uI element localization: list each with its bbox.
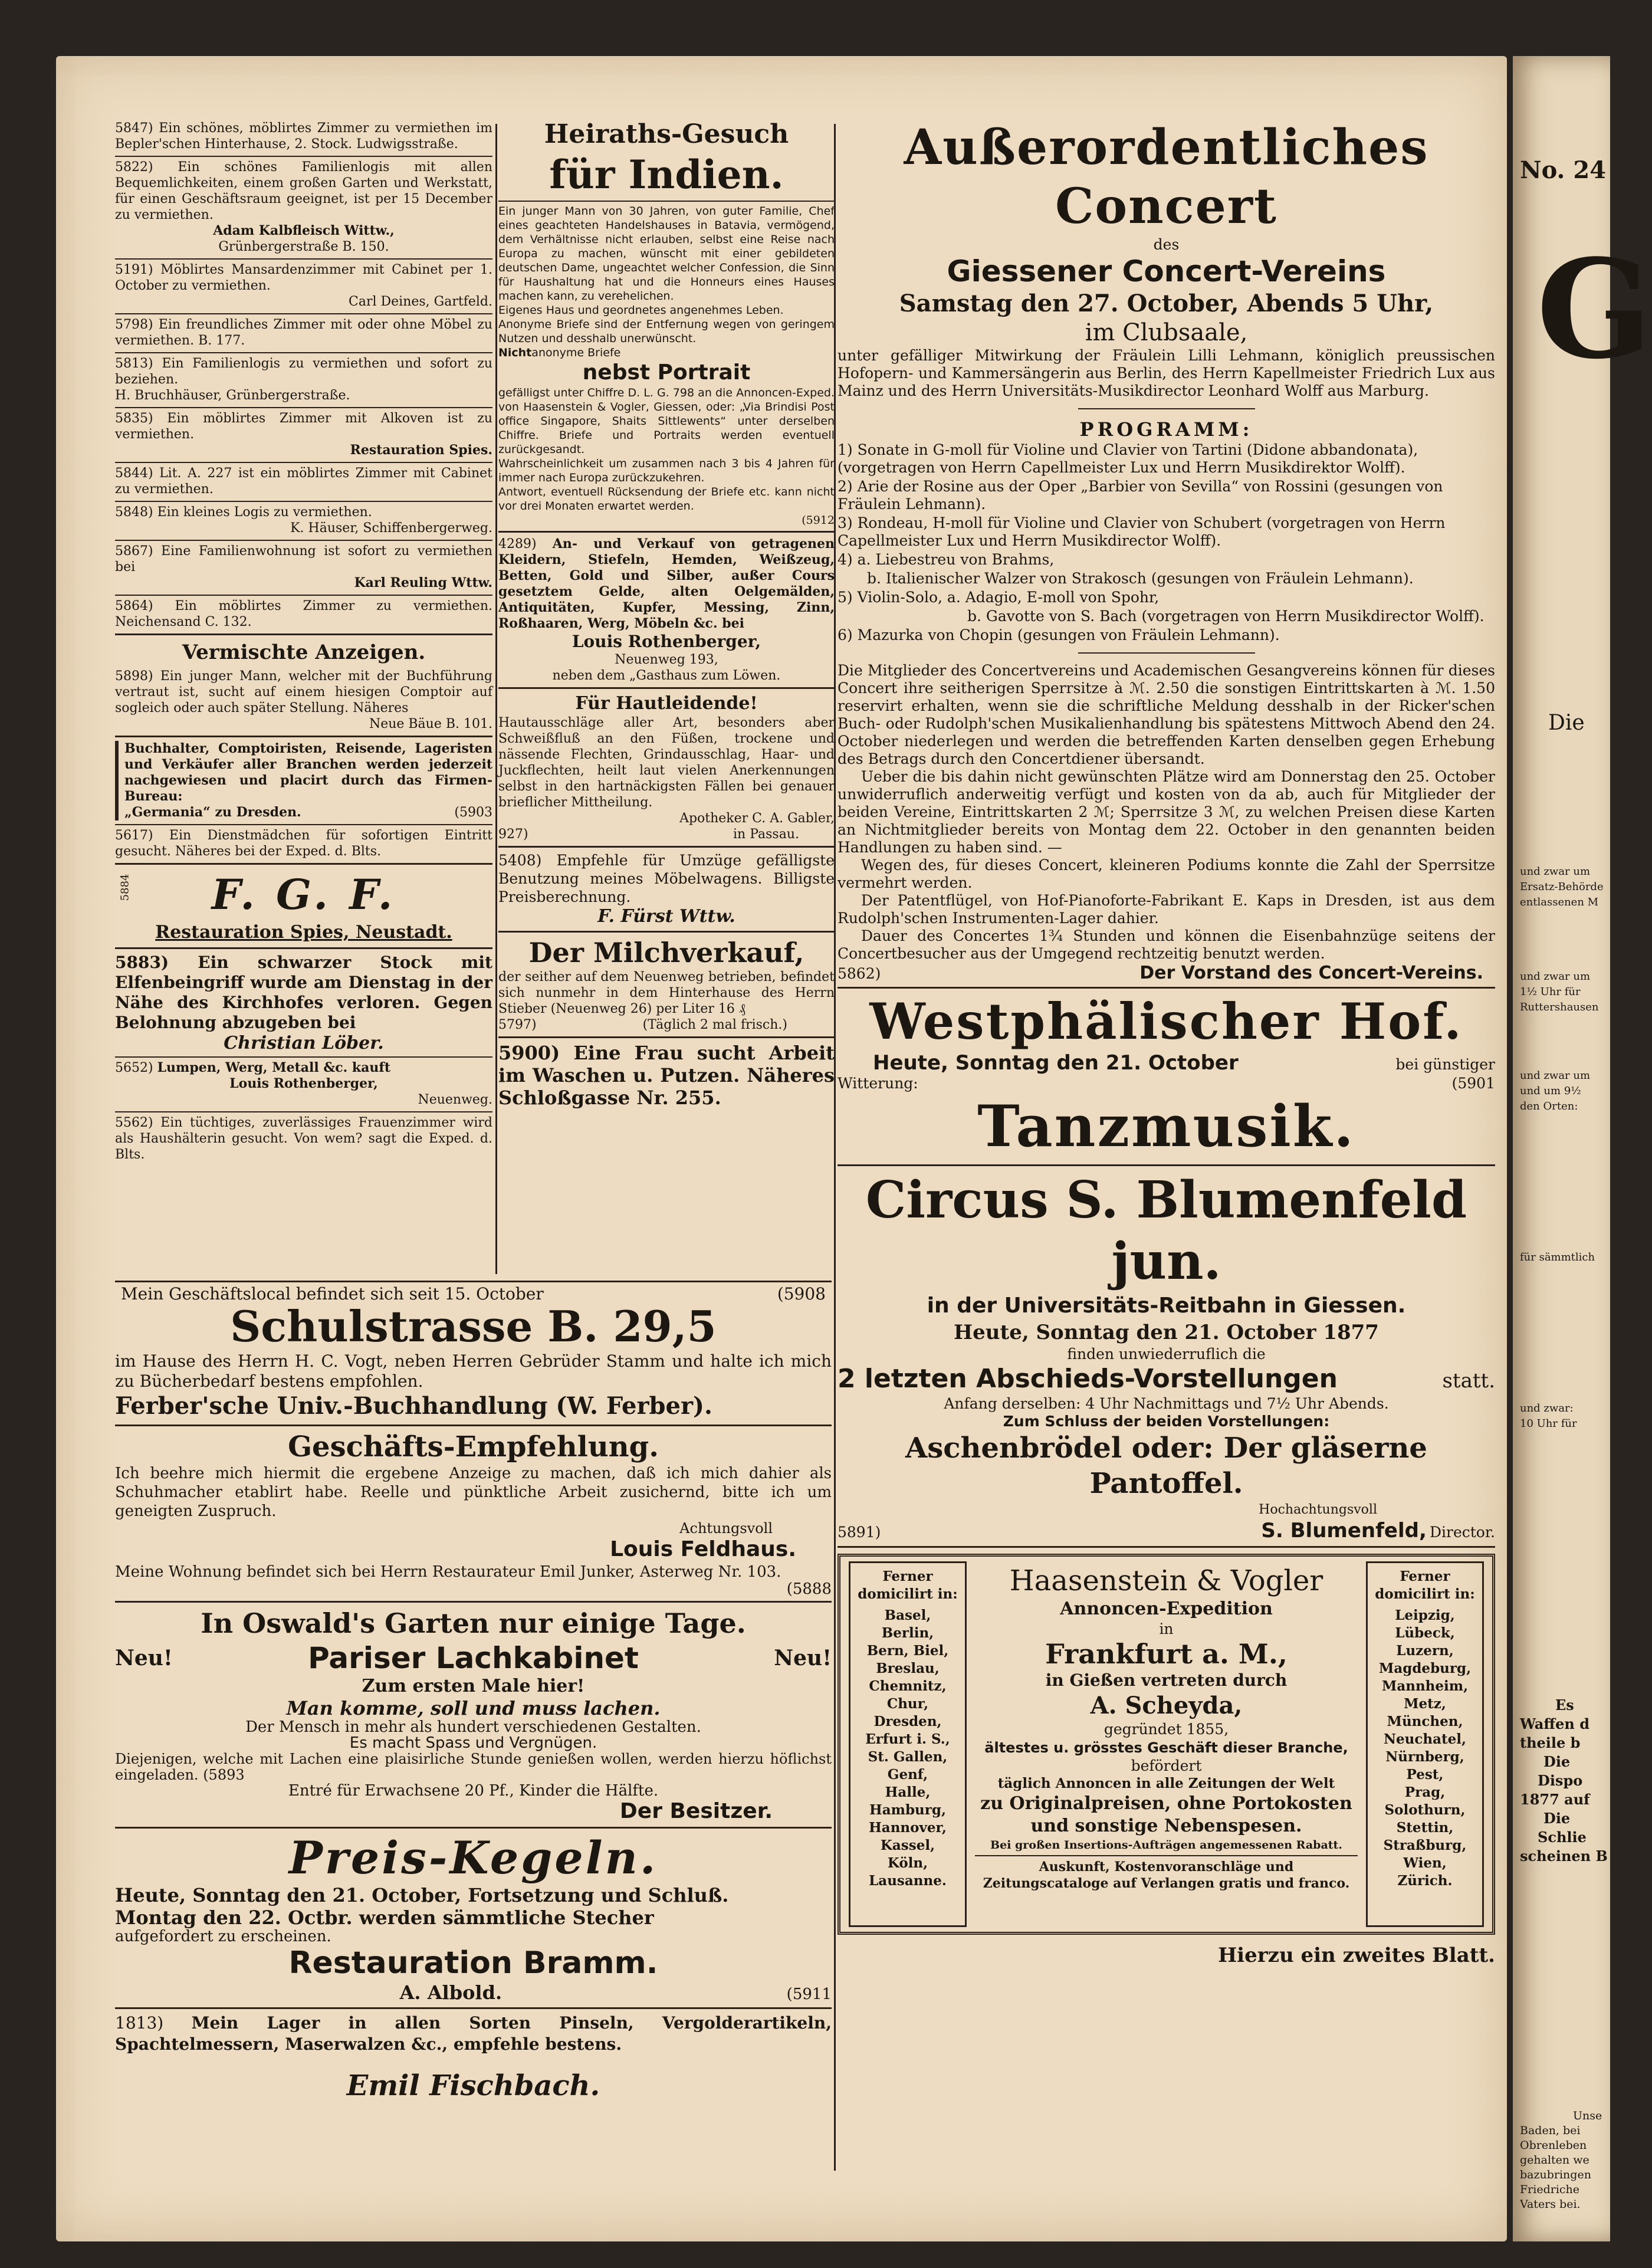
haasenstein-vogler-main: Haasenstein & Vogler Annoncen-Expedition in Frankfurt a. M., in Gießen vertreten durch A. Scheyda, gegründet 1855, ältestes u. grösstes Geschäft dieser Branche, befördert täglich Annoncen in alle Zeitungen der Welt zu Originalpreisen, ohne Portokosten und sonstige Nebenspesen. Bei großen Insertions-Aufträgen angemessenen Rabatt. Auskunft, Kostenvoranschläge und Zeitungscataloge auf Verlangen gratis und franco.: [970, 1561, 1362, 1927]
marriage-heading: Heiraths-Gesuch: [544, 119, 789, 149]
classified-ad: 5813) Ein Familienlogis zu vermiethen und sofort zu beziehen. H. Bruchhäuser, Grünbergerstraße.: [115, 356, 492, 403]
program-item: 1) Sonate in G-moll für Violine und Clavier von Tartini (Didone abbandonata), (vorgetragen von Herrn Capellmeister Lux und Herrn Musikdirektor Wolff).: [838, 441, 1418, 476]
skin-text: Hautausschläge aller Art, besonders aber Schweißfluß an den Füßen, trockene und nässende Flechten, Grindausschlag, Haar- und Juckflechten, heilt laut vielen Anerkennungen selbst in den hartnäckigsten Fällen bei genauer brieflicher Mittheilung.: [498, 715, 835, 810]
laugh-line: Man komme, soll und muss lachen.: [286, 1697, 661, 1719]
circus-regards: Hochachtungsvoll: [1259, 1502, 1377, 1517]
wash-ad: 5900) Eine Frau sucht Arbeit im Waschen u. Putzen. Näheres Schloßgasse Nr. 255.: [498, 1042, 835, 1109]
classified-ad: 5562) Ein tüchtiges, zuverlässiges Frauenzimmer wird als Haushälterin gesucht. Von wem? sagt die Exped. d. Blts.: [115, 1115, 492, 1162]
classified-ad: 5408) Empfehle für Umzüge gefälligste Benutzung meines Möbelwagens. Billigste Preisberechnung. F. Fürst Wttw.: [498, 852, 835, 927]
bookshop-name: Ferber'sche Univ.-Buchhandlung (W. Ferber).: [115, 1392, 712, 1420]
program-item: b. Italienischer Walzer von Strakosch (gesungen von Fräulein Lehmann).: [867, 570, 1414, 587]
kegeln-text: Montag den 22. Octbr. werden sämmtliche Stecher: [115, 1906, 654, 1929]
concert-heading: Außerordentliches Concert: [904, 119, 1429, 235]
hof-heading: Westphälischer Hof.: [869, 992, 1463, 1051]
business-sign: Louis Feldhaus.: [610, 1537, 796, 1561]
next-page-text: Es Waffen d theile b Die Dispo 1877 auf Die Schlie scheinen B: [1520, 1696, 1608, 1865]
classified-ad: 5898) Ein junger Mann, welcher mit der Buchführung vertraut ist, sucht auf einem hiesigen Comptoir auf sogleich oder auch später Stellung. Näheres Neue Bäue B. 101.: [115, 669, 492, 731]
skin-heading: Für Hautleidende!: [575, 693, 758, 714]
classified-ad: 5848) Ein kleines Logis zu vermiethen. K. Häuser, Schiffenbergerweg.: [115, 505, 492, 536]
concert-info: Die Mitglieder des Concertvereins und Academischen Gesangvereins können für dieses Concert ihre seitherigen Sperrsitze à ℳ. 2.50 die sonstigen Eintrittskarten à ℳ. 1.50 reservirt erhalten, wenn sie die schriftliche Meldung desshalb in der Ricker'schen Buch- oder Rudolph'schen Musikalienhandlung bis spätestens Mittwoch Abend den 24. October niederlegen und werden die betreffenden Karten denselben gegen Erhebung des Betrags durch den Concertdiener übersandt.: [838, 662, 1495, 767]
classified-ad: 5822) Ein schönes Familienlogis mit allen Bequemlichkeiten, einem großen Garten und Werkstatt, für einen Geschäftsraum geeignet, ist per 15 December zu vermiethen. Adam Kalbfleisch Wittw., Grünbergerstraße B. 150.: [115, 160, 492, 254]
kegeln-heading: Preis-Kegeln.: [288, 1832, 658, 1884]
lost-item-sign: Christian Löber.: [224, 1033, 384, 1053]
brush-sign: Emil Fischbach.: [346, 2069, 600, 2102]
domicile-list-right: Ferner domicilirt in: Leipzig, Lübeck, Luzern, Magdeburg, Mannheim, Metz, München, Neuchatel, Nürnberg, Pest, Prag, Solothurn, Stettin, Straßburg, Wien, Zürich.: [1366, 1561, 1484, 1927]
classified-ad: 5844) Lit. A. 227 ist ein möblirtes Zimmer mit Cabinet zu vermiethen.: [115, 466, 492, 497]
marriage-text: gefälligst unter Chiffre D. L. G. 798 an die Annoncen-Exped. von Haasenstein & Vogler, Giessen, oder: „Via Brindisi Post office Singapore, Shaits Sittlewents“ unter derselben Chiffre. Briefe und Portraits werden eventuell zurückgesandt.: [498, 386, 835, 456]
kegeln-text: aufgefordert zu erscheinen.: [115, 1928, 331, 1945]
bookshop-text: im Hause des Herrn H. C. Vogt, neben Herren Gebrüder Stamm und halte ich mich zu Bücherbedarf bestens empfohlen.: [115, 1351, 832, 1391]
concert-info: Dauer des Concertes 1¾ Stunden und können die Eisenbahnzüge seitens der Concertbesucher aus der Umgegend rechtzeitig benutzt werden.: [838, 927, 1495, 962]
milk-text: der seither auf dem Neuenweg betrieben, befindet sich nunmehr in dem Hinterhause des Herrn Stieber (Neuenweg 26) per Liter 16 ₰: [498, 970, 835, 1016]
program-item: 5) Violin-Solo, a. Adagio, E-moll von Spohr,: [838, 589, 1160, 606]
marriage-heading-2: für Indien.: [549, 152, 784, 198]
next-page-number: No. 24: [1520, 156, 1607, 184]
programm-heading: PROGRAMM:: [1079, 418, 1253, 441]
concert-info: Ueber die bis dahin nicht gewünschten Plätze wird am Donnerstag den 25. October unwiderruflich anderweitig verfügt und kosten von da ab, auch für Mitglieder der beiden Vereine, Eintrittskarten 2 ℳ; Sperrsitze 3 ℳ, zu welchen Preisen diese Karten an Nichtmitglieder bereits von Montag dem 22. October in den genannten beiden Handlungen zu haben sind. —: [838, 768, 1495, 856]
concert-society: Giessener Concert-Vereins: [947, 254, 1386, 288]
classified-ad: 4289) An- und Verkauf von getragenen Kleidern, Stiefeln, Hemden, Weißzeug, Betten, Gold und Silber, außer Cours gesetztem Gelde, alten Oelgemälden, Antiquitäten, Kupfer, Messing, Zinn, Roßhaaren, Werg, Möbeln &c. bei Louis Rothenberger, Neuenweg 193, neben dem „Gasthaus zum Löwen.: [498, 536, 835, 683]
concert-intro: unter gefälliger Mitwirkung der Fräulein Lilli Lehmann, königlich preussischen Hofopern- und Kammersängerin aus Berlin, des Herrn Kapellmeister Friedrich Lux aus Mainz und des Herrn Universitäts-Musikdirector Leonhard Wolff aus Marburg.: [838, 347, 1495, 399]
program-item: 6) Mazurka von Chopin (gesungen von Fräulein Lehmann).: [838, 626, 1280, 644]
tanz-heading: Tanzmusik.: [977, 1093, 1355, 1160]
marriage-text: Eigenes Haus und geordnetes angenehmes Leben.: [498, 304, 784, 317]
section-heading: Vermischte Anzeigen.: [182, 641, 426, 664]
circus-line: finden unwiederruflich die: [1067, 1345, 1266, 1363]
concert-info: Wegen des, für dieses Concert, kleineren Podiums konnte die Zahl der Sperrsitze vermehrt werden.: [838, 856, 1495, 891]
first-time-line: Zum ersten Male hier!: [362, 1676, 585, 1696]
fgf-subtitle: Restauration Spies, Neustadt.: [155, 922, 452, 943]
marriage-text: Wahrscheinlichkeit um zusammen nach 3 bis 4 Jahren für immer nach Europa zurückzukehren.: [498, 457, 835, 484]
classified-ad: Buchhalter, Comptoiristen, Reisende, Lageristen und Verkäufer aller Branchen werden jederzeit nachgewiesen und placirt durch das Firmen-Bureau: „Germania“ zu Dresden. (5903: [115, 741, 492, 820]
oswald-sign: Der Besitzer.: [619, 1799, 773, 1823]
oswald-heading: In Oswald's Garten nur einige Tage.: [201, 1607, 746, 1639]
haasenstein-vogler-ad: [838, 1554, 1495, 1935]
concert-date: Samstag den 27. October, Abends 5 Uhr,: [899, 290, 1434, 317]
classified-ad: 5864) Ein möblirtes Zimmer zu vermiethen. Neichensand C. 132.: [115, 599, 492, 629]
skin-sign: Apotheker C. A. Gabler,: [679, 811, 835, 826]
kegeln-sign: Restauration Bramm.: [288, 1945, 658, 1981]
classified-ad: 5835) Ein möblirtes Zimmer mit Alkoven ist zu vermiethen. Restauration Spies.: [115, 411, 493, 458]
next-page-text: Unse Baden, bei Obrenleben gehalten we bazubringen Friedriche Vaters bei.: [1520, 2109, 1602, 2211]
program-list: [838, 441, 1495, 644]
circus-line: Anfang derselben: 4 Uhr Nachmittags und 7½ Uhr Abends.: [944, 1395, 1389, 1412]
classified-ad: 5652) Lumpen, Werg, Metall &c. kauft Louis Rothenberger, Neuenweg.: [115, 1060, 492, 1107]
adjacent-page-edge: [1513, 56, 1652, 2241]
column-rule: [495, 124, 497, 1274]
column-2: Heiraths-Gesuch für Indien. Ein junger Mann von 30 Jahren, von guter Familie, Chef eines geachteten Handelshauses in Batavia, vermögend, dem Verhältnisse nicht erlauben, selbst eine Reise nach Europa zu machen, wünscht mit einer gebildeten deutschen Dame, ungeachtet welcher Confession, die Sinn für Haushaltung hat und die Honneurs eines Hauses machen kann, zu verehelichen. Eigenes Haus und geordnetes angenehmes Leben. Anonyme Briefe sind der Entfernung wegen von geringem Nutzen und desshalb unerwünscht. Nichtanonyme Briefe nebst Portrait gefälligst unter Chiffre D. L. G. 798 an die Annoncen-Exped. von Haasenstein & Vogler, Giessen, oder: „Via Brindisi Post office Singapore, Shaits Sittlewents“ unter derselben Chiffre. Briefe und Portraits werden eventuell zurückgesandt. Wahrscheinlichkeit um zusammen nach 3 bis 4 Jahren für immer nach Europa zurückzukehren. Antwort, eventuell Rücksendung der Briefe etc. kann nicht vor drei Monaten erwartet werden. (5912 4289) An- und Verkauf von getragenen Kleidern, Stiefeln, Hemden, Weißzeug, Betten, Gold und Silber, außer Cours gesetztem Gelde, alten Oelgemälden, Antiquitäten, Kupfer, Messing, Zinn, Roßhaaren, Werg, Möbeln &c. bei Louis Rothenberger, Neuenweg 193, neben dem „Gasthaus zum Löwen. Für Hautleidende! Hautausschläge aller Art, besonders aber Schweißfluß an den Füßen, trockene und nässende Flechten, Grindausschlag, Haar- und Juckflechten, heilt laut vielen Anerkennungen selbst in den hartnäckigsten Fällen bei genauer brieflicher Mittheilung. Apotheker C. A. Gabler, 927) in Passau. 5408) Empfehle für Umzüge gefälligste Benutzung meines Möbelwagens. Billigste Preisberechnung. F. Fürst Wttw. Der Milchverkauf, der seither auf dem Neuenweg betrieben, befindet sich nunmehr in dem Hinterhause des Herrn Stieber (Neuenweg 26) per Liter 16 ₰ 5797) (Täglich 2 mal frisch.) 5900) Eine Frau sucht Arbeit im Waschen u. Putzen. Näheres Schloßgasse Nr. 255.: [498, 119, 835, 1109]
circus-heading: Circus S. Blumenfeld jun.: [865, 1170, 1467, 1291]
classified-ad: 5798) Ein freundliches Zimmer mit oder ohne Möbel zu vermiethen. B. 177.: [115, 317, 492, 348]
marriage-text: Antwort, eventuell Rücksendung der Briefe etc. kann nicht vor drei Monaten erwartet werden.: [498, 485, 835, 513]
program-item: 2) Arie der Rosine aus der Oper „Barbier von Sevilla“ von Rossini (gesungen von Fräulein Lehmann).: [838, 478, 1443, 513]
next-page-text: und zwar um Ersatz-Behörde entlassenen M und zwar um 1½ Uhr für Ruttershausen und zwar um und um 9½ den Orten: für sämmtlich und zwar: 10 Uhr für: [1520, 865, 1604, 1430]
next-page-initial: G: [1536, 230, 1652, 389]
program-item: 4) a. Liebestreu von Brahms,: [838, 551, 1055, 568]
concert-info: Der Patentflügel, von Hof-Pianoforte-Fabrikant E. Kaps in Dresden, ist aus dem Rudolph'schen Instrumenten-Lager dahier.: [838, 892, 1495, 927]
concert-place: im Clubsaale,: [1085, 319, 1248, 346]
circus-date: Heute, Sonntag den 21. October 1877: [954, 1321, 1379, 1344]
marriage-text: Ein junger Mann von 30 Jahren, von guter Familie, Chef eines geachteten Handelshauses in Batavia, vermögend, dem Verhältnisse nicht erlauben, selbst eine Reise nach Europa zu machen, wünscht mit einer gebildeten deutschen Dame, ungeachtet welcher Confession, die Sinn für Haushaltung hat und die Honneurs eines Hauses machen kann, zu verehelichen.: [498, 205, 835, 303]
classified-ad: 5191) Möblirtes Mansardenzimmer mit Cabinet per 1. October zu vermiethen. Carl Deines, Gartfeld.: [115, 262, 492, 309]
column-1: [115, 118, 492, 1166]
next-page-text: Die: [1548, 711, 1585, 735]
bottom-left-block: Mein Geschäftslocal befindet sich seit 15. October (5908 Schulstrasse B. 29,5 im Hause des Herrn H. C. Vogt, neben Herren Gebrüder Stamm und halte ich mich zu Bücherbedarf bestens empfohlen. Ferber'sche Univ.-Buchhandlung (W. Ferber). Geschäfts-Empfehlung. Ich beehre mich hiermit die ergebene Anzeige zu machen, daß ich mich dahier als Schuhmacher etablirt habe. Reelle und pünktliche Arbeit zusichernd, bitte ich um geneigten Zuspruch. Achtungsvoll Louis Feldhaus. Meine Wohnung befindet sich bei Herrn Restaurateur Emil Junker, Asterweg Nr. 103. (5888 In Oswald's Garten nur einige Tage. Neu! Pariser Lachkabinet Neu! Zum ersten Male hier! Man komme, soll und muss lachen. Der Mensch in mehr als hundert verschiedenen Gestalten. Es macht Spass und Vergnügen. Diejenigen, welche mit Lachen eine plaisirliche Stunde genießen wollen, werden hierzu höflichst eingeladen. (5893 Entré für Erwachsene 20 Pf., Kinder die Hälfte. Der Besitzer. Preis-Kegeln. Heute, Sonntag den 21. October, Fortsetzung und Schluß. Montag den 22. Octbr. werden sämmtliche Stecher aufgefordert zu erscheinen. Restauration Bramm. A. Albold. (5911 1813) Mein Lager in allen Sorten Pinseln, Vergolderartikeln, Spachtelmessern, Maserwalzen &c., empfehle bestens. Emil Fischbach.: [115, 1277, 832, 2105]
milk-heading: Der Milchverkauf,: [528, 937, 804, 969]
oswald-price: Entré für Erwachsene 20 Pf., Kinder die Hälfte.: [288, 1782, 659, 1800]
concert-des: des: [1153, 236, 1180, 253]
business-regards: Achtungsvoll: [679, 1520, 773, 1537]
circus-title: Aschenbrödel oder: Der gläserne Pantoffel.: [905, 1432, 1427, 1500]
business-heading: Geschäfts-Empfehlung.: [288, 1430, 659, 1463]
business-text: Ich beehre mich hiermit die ergebene Anzeige zu machen, daß ich mich dahier als Schuhmacher etablirt habe. Reelle und pünktliche Arbeit zusichernd, bitte ich um geneigten Zuspruch.: [115, 1465, 832, 1520]
marriage-text: Anonyme Briefe sind der Entfernung wegen von geringem Nutzen und desshalb unerwünscht.: [498, 318, 835, 345]
column-3: Außerordentliches Concert des Giessener Concert-Vereins Samstag den 27. October, Abends 5 Uhr, im Clubsaale, unter gefälliger Mitwirkung der Fräulein Lilli Lehmann, königlich preussischen Hofopern- und Kammersängerin aus Berlin, des Herrn Kapellmeister Friedrich Lux aus Mainz und des Herrn Universitäts-Musikdirector Leonhard Wolff aus Marburg. PROGRAMM: 1) Sonate in G-moll für Violine und Clavier von Tartini (Didone abbandonata), (vorgetragen von Herrn Capellmeister Lux und Herrn Musikdirektor Wolff). 2) Arie der Rosine aus der Oper „Barbier von Sevilla“ von Rossini (gesungen von Fräulein Lehmann). 3) Rondeau, H-moll für Violine und Clavier von Schubert (vorgetragen von Herrn Capellmeister Lux und Herrn Musikdirector Wolff). 4) a. Liebestreu von Brahms, b. Italienischer Walzer von Strakosch (gesungen von Fräulein Lehmann). 5) Violin-Solo, a. Adagio, E-moll von Spohr, b. Gavotte von S. Bach (vorgetragen von Herrn Musikdirector Wolff). 6) Mazurka von Chopin (gesungen von Fräulein Lehmann). Die Mitglieder des Concertvereins und Academischen Gesangvereins können für dieses Concert ihre seitherigen Sperrsitze à ℳ. 2.50 die sonstigen Eintrittskarten à ℳ. 1.50 reservirt erhalten, wenn sie die schriftliche Meldung desshalb in der Ricker'schen Buch- oder Rudolph'schen Musikalienhandlung bis spätestens Mittwoch Abend den 24. October niederlegen und werden die betreffenden Karten denselben gegen Erhebung des Betrags durch den Concertdiener übersandt. Ueber die bis dahin nicht gewünschten Plätze wird am Donnerstag den 25. October unwiderruflich anderweitig verfügt und kosten von da ab, auch für Mitglieder der beiden Vereine, Eintrittskarten 2 ℳ; Sperrsitze 3 ℳ, zu welchen Preisen diese Karten an Nichtmitglieder bereits von Montag dem 22. October in den genannten beiden Handlungen zu haben sind. — Wegen des, für dieses Concert, kleineren Podiums konnte die Zahl der Sperrsitze vermehrt werden. Der Patentflügel, von Hof-Pianoforte-Fabrikant E. Kaps in Dresden, ist aus dem Rudolph'schen Instrumenten-Lager dahier. Dauer des Concertes 1¾ Stunden und können die Eisenbahnzüge seitens der Concertbesucher aus der Umgegend rechtzeitig benutzt werden. 5862) Der Vorstand des Concert-Vereins. Westphälischer Hof. Heute, Sonntag den 21. October bei günstiger Witterung: (5901 Tanzmusik. Circus S. Blumenfeld jun. in der Universitäts-Reitbahn in Giessen. Heute, Sonntag den 21. October 1877 finden unwiederruflich die 2 letzten Abschieds-Vorstellungen statt. Anfang derselben: 4 Uhr Nachmittags und 7½ Uhr Abends. Zum Schluss der beiden Vorstellungen: Aschenbrödel oder: Der gläserne Pantoffel. Hochachtungsvoll 5891) S. Blumenfeld, Director. Ferner domicilirt in: Basel, Berlin, Bern, Biel, Breslau, Chemnitz, Chur, Dresden, Erfurt i. S., St. Gallen, Genf, Halle, Hamburg, Hannover, Kassel, Köln, Lausanne. Haasenstein & Vogler Annoncen-Expedition in Frankfurt a. M., in Gießen vertreten durch A. Scheyda, gegründet 1855, ältestes u. grösstes Geschäft dieser Branche, befördert täglich Annoncen in alle Zeitungen der Welt zu Originalpreisen, ohne Portokosten und sonstige Nebenspesen. Bei großen Insertions-Aufträgen angemessenen Rabatt. Auskunft, Kostenvoranschläge und Zeitungscataloge auf Verlangen gratis und franco. Ferner domicilirt in: Leipzig, Lübeck, Luzern, Magdeburg, Mannheim, Metz, München, Neuchatel, Nürnberg, Pest, Prag, Solothurn, Stettin, Straßburg, Wien, Zürich. Hierzu ein zweites Blatt.: [838, 118, 1495, 1970]
oswald-text: Der Mensch in mehr als hundert verschiedenen Gestalten.: [245, 1718, 701, 1736]
program-item: 3) Rondeau, H-moll für Violine und Clavier von Schubert (vorgetragen von Herrn Capellmeister Lux und Herrn Musikdirector Wolff).: [838, 514, 1446, 549]
kegeln-text: Heute, Sonntag den 21. October, Fortsetzung und Schluß.: [115, 1884, 729, 1906]
ad-ref: (5888: [786, 1580, 832, 1598]
classified-ad: 5867) Eine Familienwohnung ist sofort zu vermiethen bei Karl Reuling Wttw.: [115, 544, 492, 590]
oswald-text: Es macht Spass und Vergnügen.: [349, 1734, 597, 1752]
fgf-ad: 5884 F. G. F.: [119, 870, 396, 919]
lost-item-ad: 5883) Ein schwarzer Stock mit Elfenbeingriff wurde am Dienstag in der Nähe des Kirchhofes verloren. Gegen Belohnung abzugeben bei: [115, 953, 492, 1032]
business-address: Meine Wohnung befindet sich bei Herrn Restaurateur Emil Junker, Asterweg Nr. 103.: [115, 1563, 781, 1581]
circus-place: in der Universitäts-Reitbahn in Giessen.: [927, 1294, 1406, 1318]
domicile-list-left: Ferner domicilirt in: Basel, Berlin, Bern, Biel, Breslau, Chemnitz, Chur, Dresden, Erfurt i. S., St. Gallen, Genf, Halle, Hamburg, Hannover, Kassel, Köln, Lausanne.: [849, 1561, 967, 1927]
classified-ad: 5847) Ein schönes, möblirtes Zimmer zu vermiethen im Bepler'schen Hinterhause, 2. Stock. Ludwigsstraße.: [115, 121, 493, 152]
classified-ad: 5617) Ein Dienstmädchen für sofortigen Eintritt gesucht. Näheres bei der Exped. d. Blts.: [115, 828, 492, 859]
circus-line: Zum Schluss der beiden Vorstellungen:: [1003, 1413, 1330, 1430]
program-item: b. Gavotte von S. Bach (vorgetragen von Herrn Musikdirector Wolff).: [967, 608, 1484, 625]
street-heading: Schulstrasse B. 29,5: [230, 1301, 717, 1351]
second-sheet-note: Hierzu ein zweites Blatt.: [1218, 1944, 1495, 1967]
portrait-line: nebst Portrait: [582, 360, 751, 385]
ad-ref: (5912: [802, 514, 835, 527]
